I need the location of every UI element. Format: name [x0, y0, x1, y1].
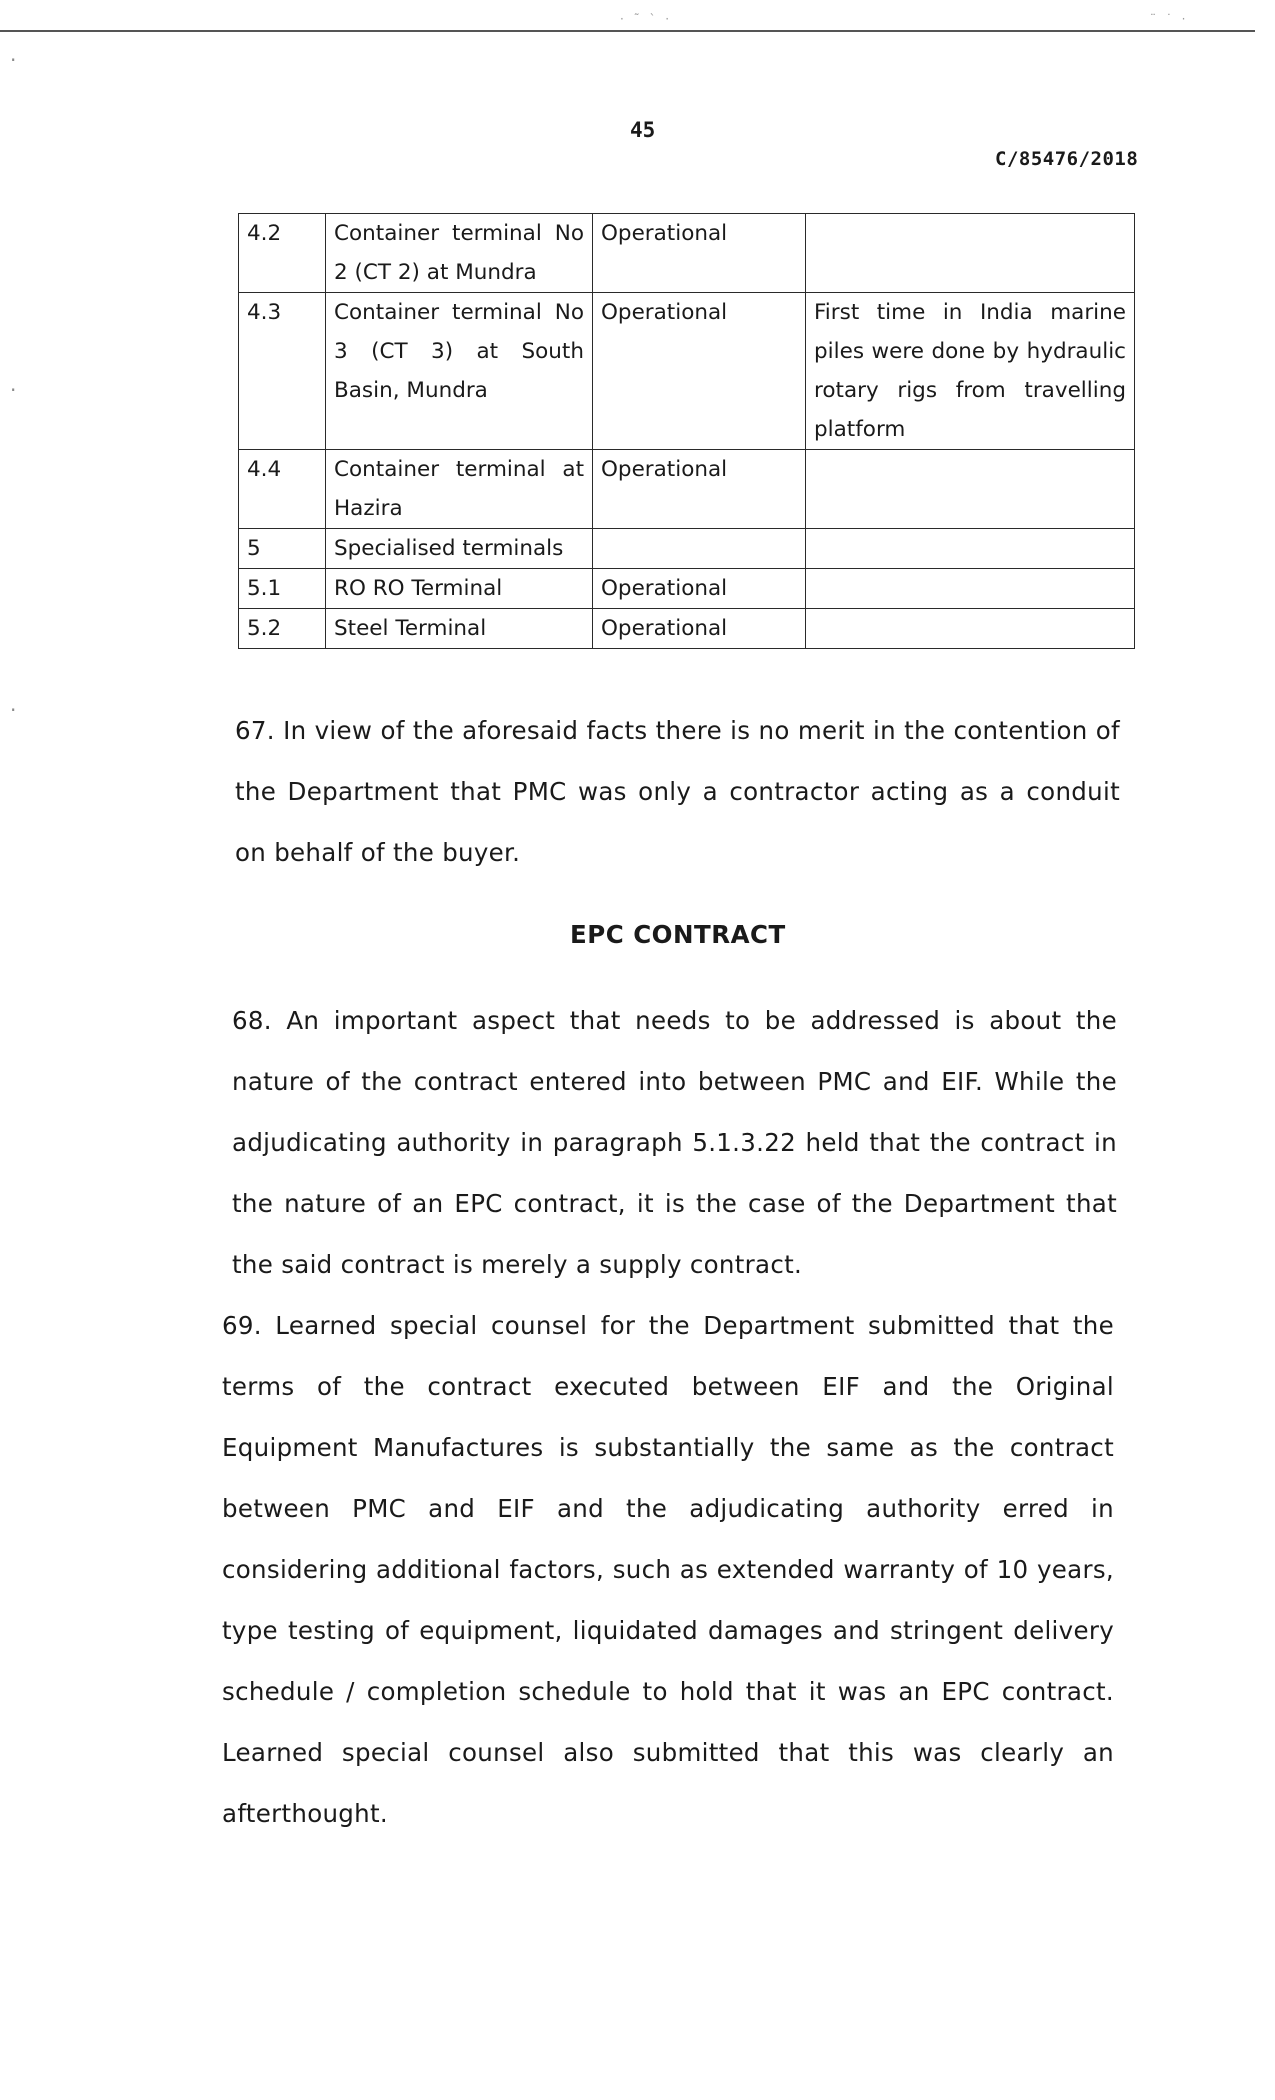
terminal-name: Steel Terminal	[326, 609, 593, 649]
terminal-status: Operational	[593, 293, 806, 450]
paragraph-67: 67. In view of the aforesaid facts there is no merit in the contention of the Department that PMC was only a contractor acting as a conduit on behalf of the buyer.	[235, 716, 1120, 867]
table-row	[239, 450, 1135, 529]
terminal-name: Container terminal No 3 (CT 3) at South Basin, Mundra	[326, 293, 593, 450]
terminal-remarks	[806, 609, 1135, 649]
row-number: 4.3	[239, 293, 326, 450]
row-number: 5.1	[239, 569, 326, 609]
terminal-name: Container terminal at Hazira	[326, 450, 593, 529]
terminal-name: Container terminal No 2 (CT 2) at Mundra	[326, 214, 593, 293]
margin-scribble: ·	[10, 48, 17, 72]
table-row	[239, 529, 1135, 569]
table-row	[239, 569, 1135, 609]
table-row	[239, 293, 1135, 450]
case-number: C/85476/2018	[995, 148, 1139, 170]
terminal-remarks	[806, 569, 1135, 609]
row-number: 5.2	[239, 609, 326, 649]
terminal-remarks	[806, 450, 1135, 529]
row-number: 4.2	[239, 214, 326, 293]
paragraph-68: 68. An important aspect that needs to be addressed is about the nature of the contract entered into between PMC and EIF. While the adjudicating authority in paragraph 5.1.3.22 held that the contract in the nature of an EPC contract, it is the case of the Department that the said contract is merely a supply contract.	[232, 1006, 1117, 1279]
row-number: 4.4	[239, 450, 326, 529]
margin-scribble: ·	[10, 698, 17, 722]
table-row	[239, 214, 1135, 293]
row-number: 5	[239, 529, 326, 569]
terminal-remarks	[806, 214, 1135, 293]
margin-scribble: ·	[10, 378, 17, 402]
terminal-remarks	[806, 529, 1135, 569]
terminal-name: Specialised terminals	[326, 529, 593, 569]
scan-noise: ¨ ˙ ·	[1150, 12, 1189, 26]
terminal-status: Operational	[593, 569, 806, 609]
scan-top-rule	[0, 30, 1255, 32]
terminal-remarks: First time in India marine piles were done by hydraulic rotary rigs from travelling platform	[806, 293, 1135, 450]
terminal-status	[593, 529, 806, 569]
scan-noise: · ˜ ` ·	[620, 12, 673, 26]
terminal-name: RO RO Terminal	[326, 569, 593, 609]
terminal-status: Operational	[593, 450, 806, 529]
paragraph-69: 69. Learned special counsel for the Department submitted that the terms of the contract executed between EIF and the Original Equipment Manufactures is substantially the same as the contract between PMC and EIF and the adjudicating authority erred in considering additional factors, such as extended warranty of 10 years, type testing of equipment, liquidated damages and stringent delivery schedule / completion schedule to hold that it was an EPC contract. Learned special counsel also submitted that this was clearly an afterthought.	[222, 1311, 1114, 1828]
terminals-table	[238, 213, 1135, 649]
page-number: 45	[630, 118, 656, 142]
table-row	[239, 609, 1135, 649]
terminal-status: Operational	[593, 214, 806, 293]
terminal-status: Operational	[593, 609, 806, 649]
section-heading: EPC CONTRACT	[570, 920, 786, 949]
